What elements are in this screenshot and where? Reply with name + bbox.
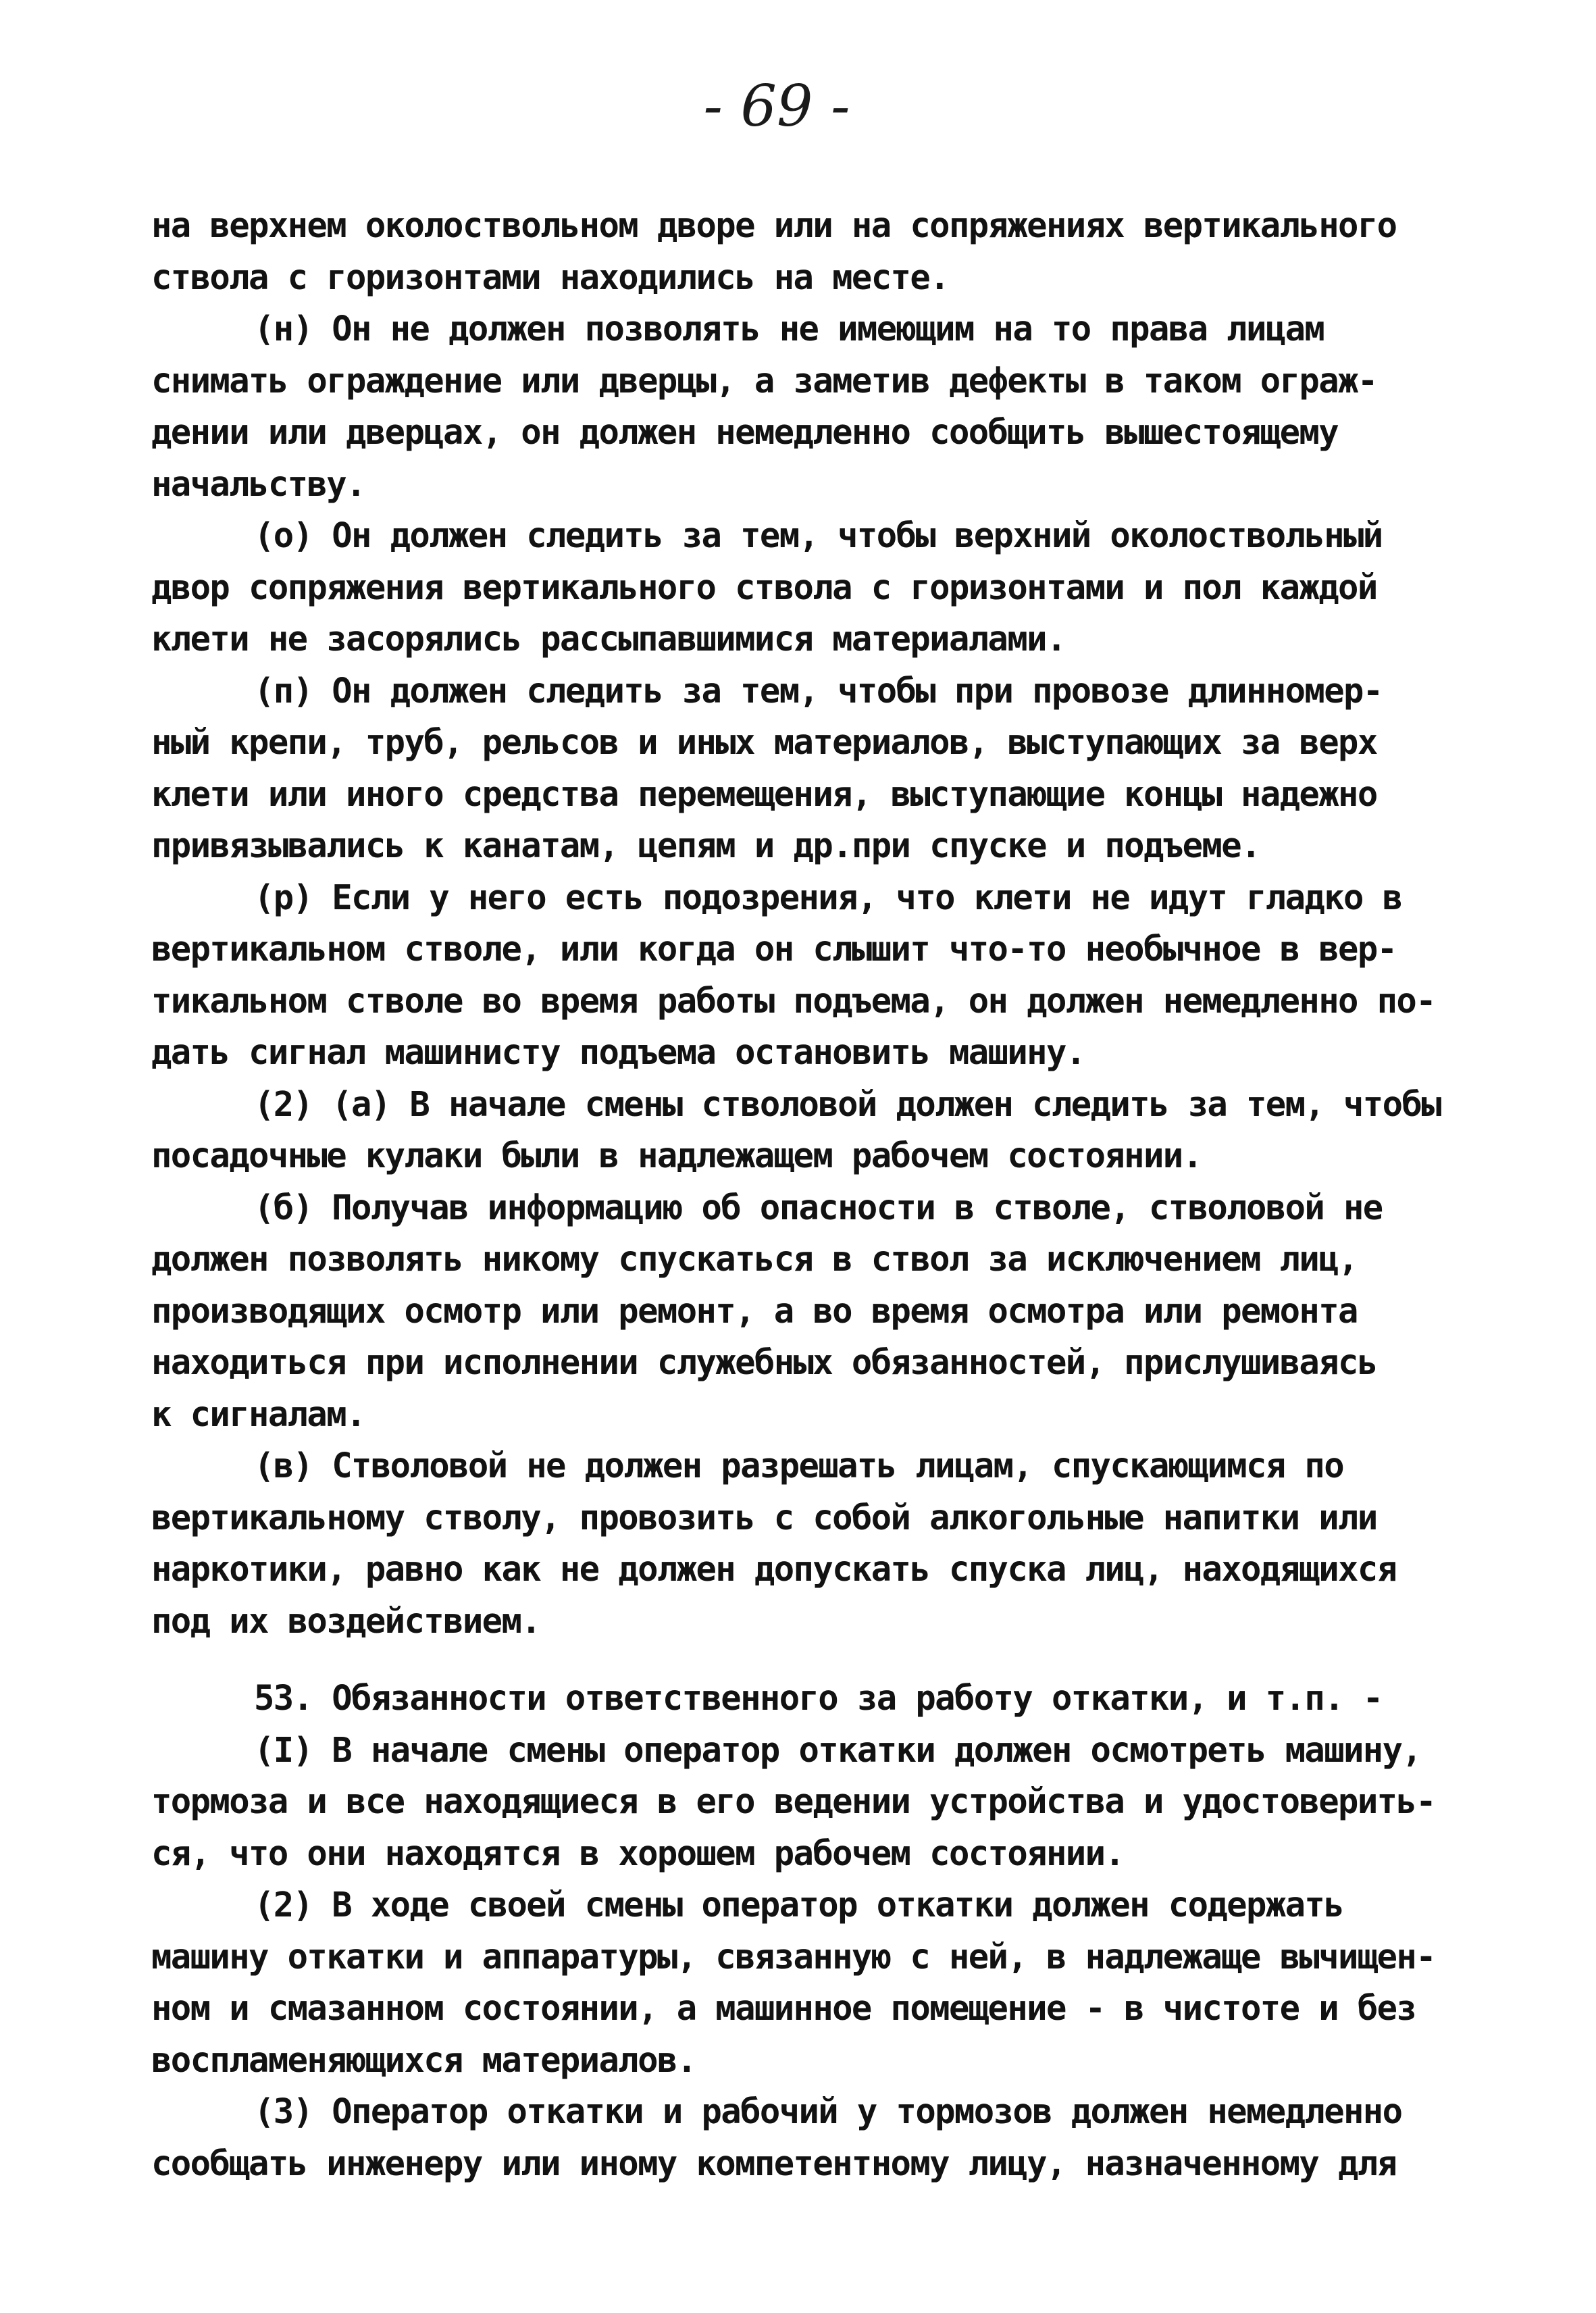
text-line: дении или дверцах, он должен немедленно сообщить вышестоящему (151, 412, 1339, 452)
text-line: ном и смазанном состоянии, а машинное помещение - в чистоте и без (151, 1988, 1416, 2028)
text-line: клети не засорялись рассыпавшимися материалами. (151, 619, 1066, 659)
text-line: (н) Он не должен позволять не имеющим на то права лицам (254, 309, 1324, 349)
text-line: вертикальному стволу, провозить с собой алкогольные напитки или (151, 1497, 1377, 1537)
text-line: вертикальном стволе, или когда он слышит что-то необычное в вер- (151, 929, 1397, 969)
text-line: (п) Он должен следить за тем, чтобы при провозе длинномер- (254, 670, 1383, 711)
text-line: находиться при исполнении служебных обязанностей, прислушиваясь (151, 1342, 1377, 1382)
text-line: двор сопряжения вертикального ствола с горизонтами и пол каждой (151, 567, 1377, 607)
section-heading: 53. Обязанности ответственного за работу откатки, и т.п. - (254, 1678, 1383, 1718)
text-line: к сигналам. (151, 1394, 365, 1434)
text-line: под их воздействием. (151, 1600, 541, 1641)
text-line: (о) Он должен следить за тем, чтобы верхний околоствольный (254, 515, 1383, 555)
document-body (151, 200, 1543, 2189)
text-line: воспламеняющихся материалов. (151, 2039, 696, 2080)
section-gap (151, 1647, 1543, 1673)
text-line: дать сигнал машинисту подъема остановить машину. (151, 1032, 1085, 1072)
text-line: снимать ограждение или дверцы, а заметив дефекты в таком ограж- (151, 360, 1377, 401)
text-line: производящих осмотр или ремонт, а во время осмотра или ремонта (151, 1290, 1358, 1331)
text-line: машину откатки и аппаратуры, связанную с ней, в надлежаще вычищен- (151, 1936, 1436, 1977)
text-line: ный крепи, труб, рельсов и иных материалов, выступающих за верх (151, 722, 1377, 762)
text-line: наркотики, равно как не должен допускать спуска лиц, находящихся (151, 1549, 1397, 1589)
text-line: сообщать инженеру или иному компетентному лицу, назначенному для (151, 2143, 1397, 2183)
text-line: клети или иного средства перемещения, выступающие концы надежно (151, 773, 1377, 814)
text-line: привязывались к канатам, цепям и др.при спуске и подъеме. (151, 825, 1260, 865)
text-line: ствола с горизонтами находились на месте. (151, 257, 949, 297)
text-line: (2) В ходе своей смены оператор откатки должен содержать (254, 1885, 1344, 1925)
text-line: тикальном стволе во время работы подъема, он должен немедленно по- (151, 980, 1436, 1021)
text-line: (р) Если у него есть подозрения, что клети не идут гладко в (254, 877, 1402, 917)
text-line: ся, что они находятся в хорошем рабочем состоянии. (151, 1833, 1125, 1873)
text-line: тормоза и все находящиеся в его ведении устройства и удостоверить- (151, 1781, 1436, 1821)
text-line: (в) Стволовой не должен разрешать лицам, спускающимся по (254, 1446, 1344, 1485)
page-number: - 69 - (703, 73, 850, 139)
text-line: посадочные кулаки были в надлежащем рабочем состоянии. (151, 1136, 1202, 1175)
text-line: начальству. (151, 463, 365, 504)
text-line: на верхнем околоствольном дворе или на сопряжениях вертикального (151, 205, 1397, 245)
text-line: (3) Оператор откатки и рабочий у тормозов должен немедленно (254, 2091, 1402, 2131)
text-line: (2) (а) В начале смены стволовой должен следить за тем, чтобы (254, 1084, 1441, 1124)
text-line: (б) Получав информацию об опасности в стволе, стволовой не (254, 1187, 1383, 1227)
text-line: должен позволять никому спускаться в ствол за исключением лиц, (151, 1239, 1358, 1279)
text-line: (I) В начале смены оператор откатки должен осмотреть машину, (254, 1729, 1422, 1770)
